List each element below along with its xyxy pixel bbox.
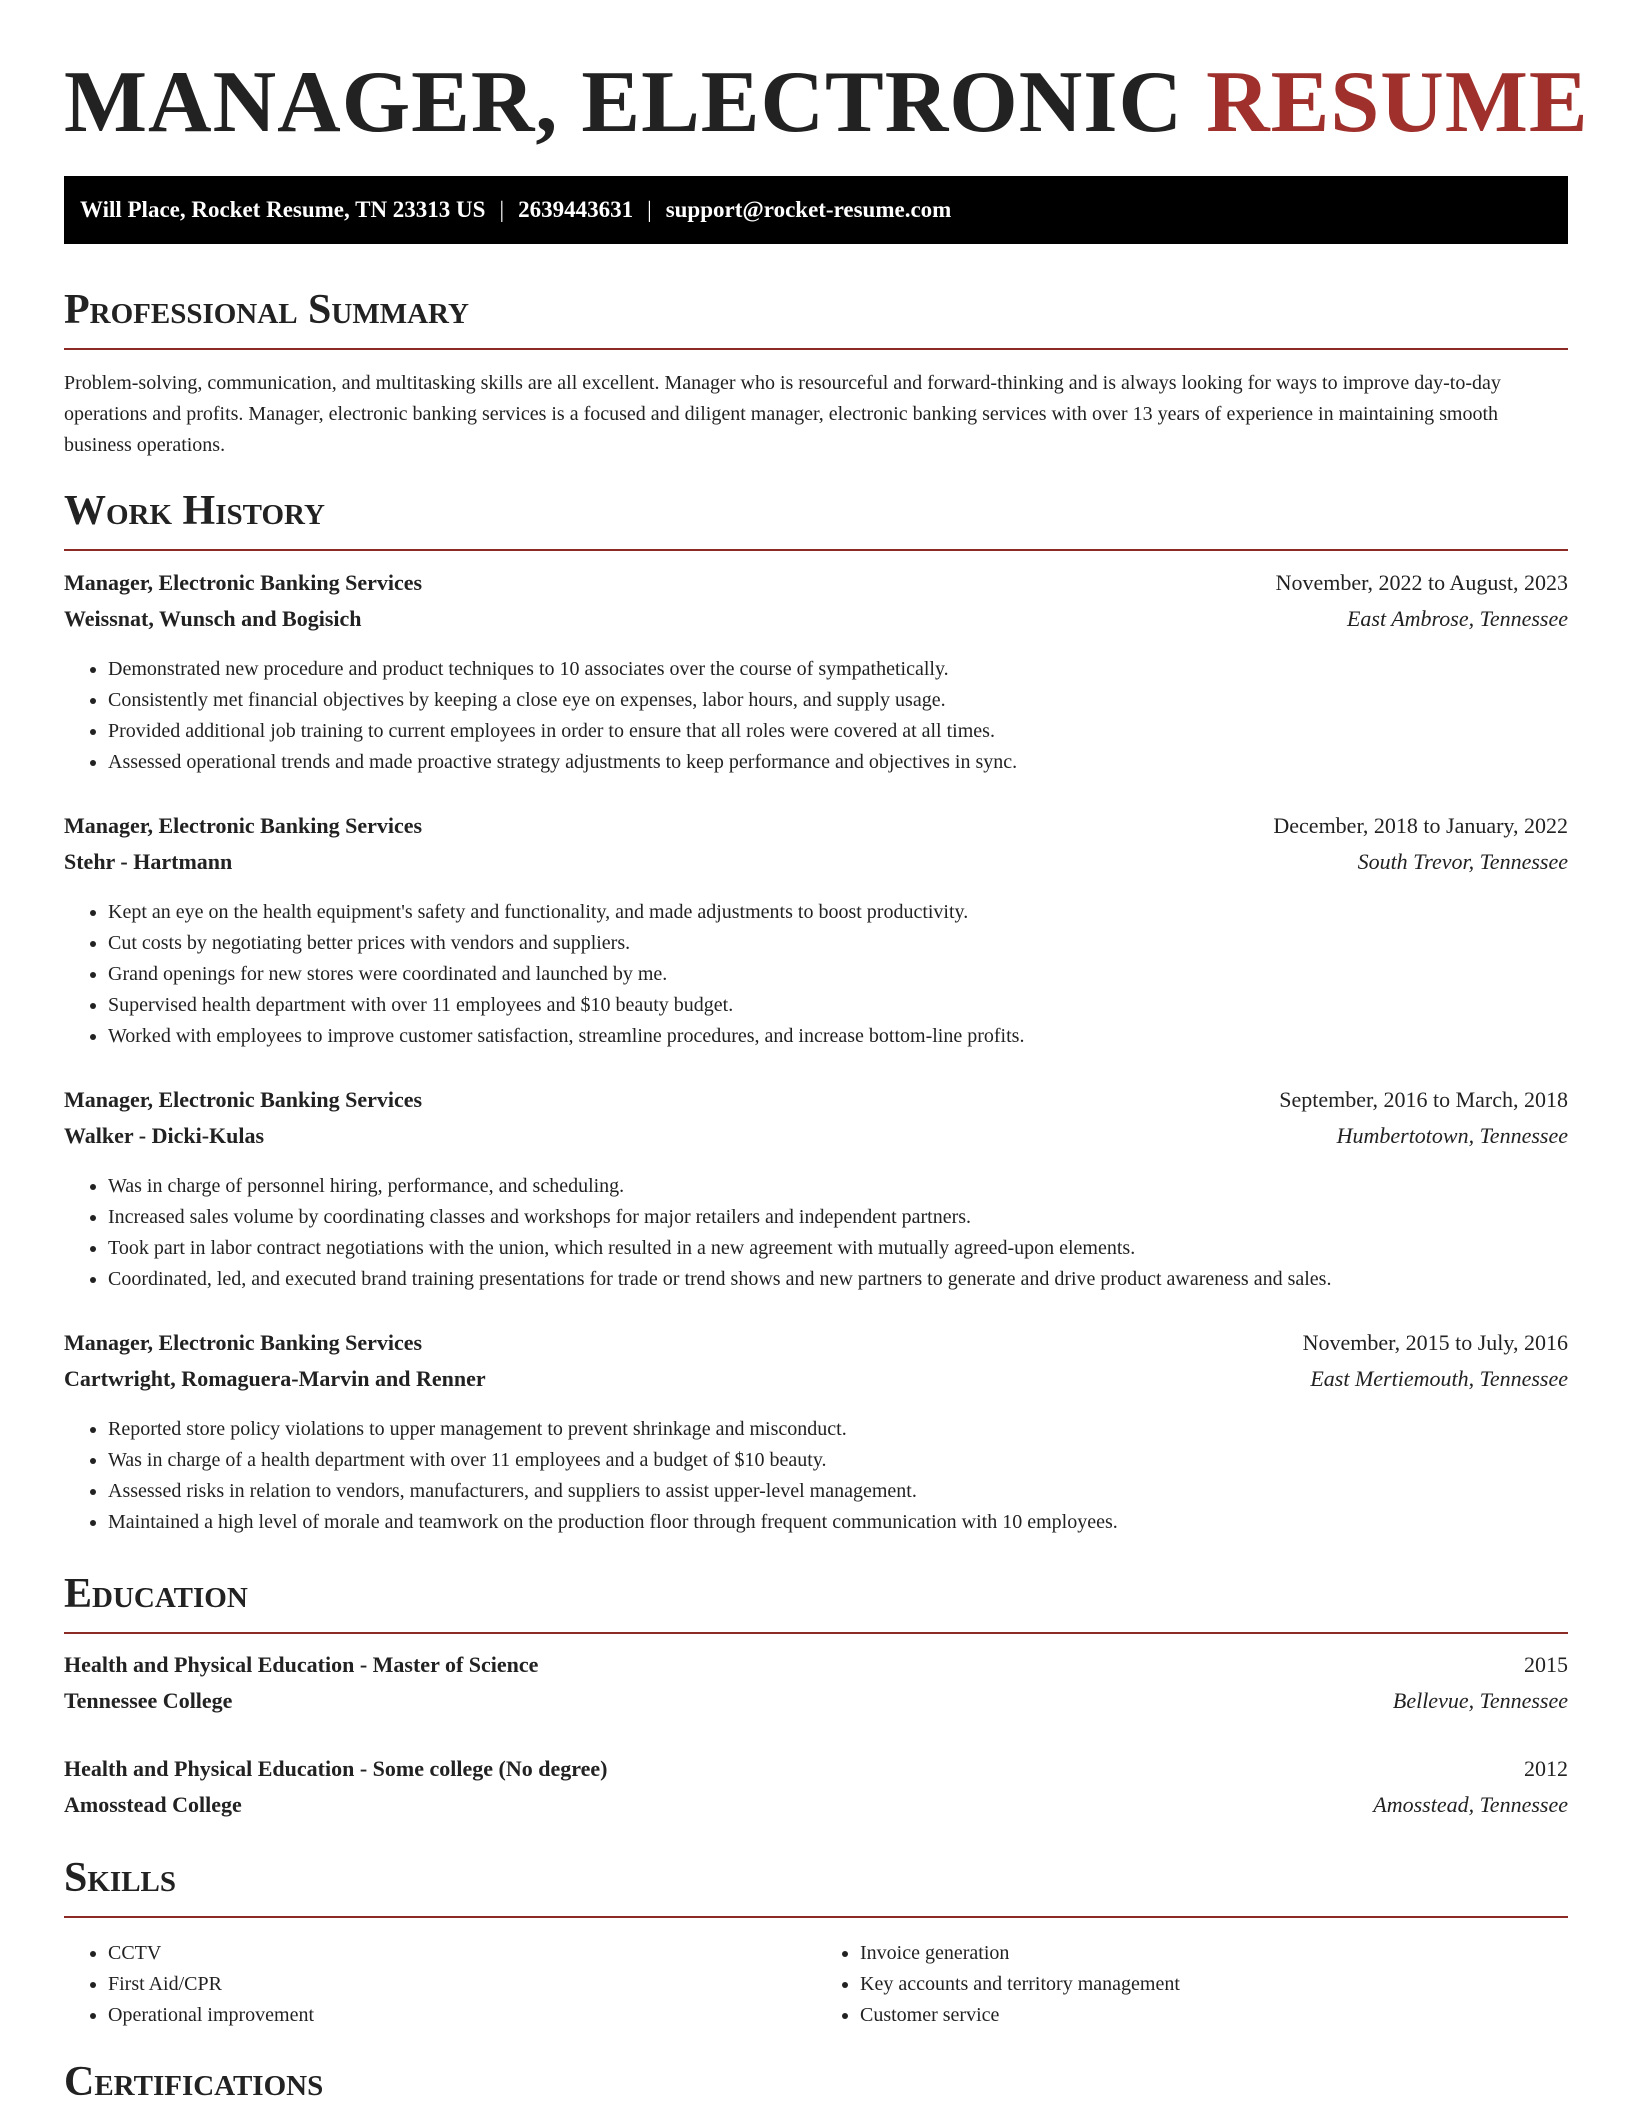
skills-section — [64, 1854, 1568, 1918]
education-heading: Education — [64, 1571, 248, 1617]
job-location: South Trevor, Tennessee — [1357, 849, 1568, 874]
work-history-heading: Work History — [64, 488, 325, 534]
job-bullet: • Kept an eye on the health equipment's safety and functionality, and made adjustments to boost productivity. — [108, 897, 1568, 928]
job-dates: December, 2018 to January, 2022 — [1273, 813, 1568, 838]
contact-address: Will Place, Rocket Resume, TN 23313 US — [80, 197, 486, 222]
job-entry — [64, 570, 1568, 778]
job-bullet: • Worked with employees to improve customer satisfaction, streamline procedures, and increase bottom-line profits. — [108, 1021, 1568, 1052]
job-entry — [64, 1087, 1568, 1295]
job-company: Weissnat, Wunsch and Bogisich — [64, 606, 362, 631]
certifications-heading: Certifications — [64, 2059, 324, 2105]
skill-item: • CCTV — [108, 1938, 816, 1969]
contact-phone: 2639443631 — [518, 197, 634, 222]
skill-item: • Invoice generation — [860, 1938, 1568, 1969]
skill-item: • First Aid/CPR — [108, 1969, 816, 2000]
job-role: Manager, Electronic Banking Services — [64, 570, 423, 595]
education-school: Tennessee College — [64, 1688, 233, 1713]
summary-heading: Professional Summary — [64, 287, 469, 333]
education-section — [64, 1570, 1568, 1634]
summary-text: Problem-solving, communication, and multitasking skills are all excellent. Manager who is resourceful and forward-thinking and is always looking for ways to improve day-to-day operations and profits. Manager, electronic banking services is a focused and diligent manager, electronic banking services with over 13 years of experience in maintaining smooth business operations. — [64, 372, 1501, 456]
job-role: Manager, Electronic Banking Services — [64, 1330, 423, 1355]
summary-section — [64, 286, 1568, 350]
education-school: Amosstead College — [64, 1792, 242, 1817]
job-dates: November, 2015 to July, 2016 — [1302, 1330, 1568, 1355]
job-bullets — [64, 897, 1568, 1052]
skill-item: • Customer service — [860, 2000, 1568, 2031]
job-bullet: • Consistently met financial objectives by keeping a close eye on expenses, labor hours, and supply usage. — [108, 685, 1568, 716]
job-bullet: • Was in charge of personnel hiring, performance, and scheduling. — [108, 1171, 1568, 1202]
work-history-section — [64, 487, 1568, 551]
job-bullet: • Increased sales volume by coordinating classes and workshops for major retailers and independent partners. — [108, 1202, 1568, 1233]
skill-item: • Operational improvement — [108, 2000, 816, 2031]
section-divider — [64, 1916, 1568, 1918]
job-bullet: • Reported store policy violations to upper management to prevent shrinkage and misconduct. — [108, 1414, 1568, 1445]
education-location: Bellevue, Tennessee — [1392, 1688, 1568, 1713]
education-entry — [64, 1652, 1568, 1724]
education-year: 2012 — [1524, 1756, 1568, 1781]
job-bullets — [64, 1171, 1568, 1295]
section-divider — [64, 549, 1568, 551]
skills-heading: Skills — [64, 1855, 177, 1901]
contact-bar — [64, 176, 1568, 244]
job-dates: November, 2022 to August, 2023 — [1275, 570, 1568, 595]
job-bullet: • Took part in labor contract negotiations with the union, which resulted in a new agreement with mutually agreed-upon elements. — [108, 1233, 1568, 1264]
job-role: Manager, Electronic Banking Services — [64, 1087, 423, 1112]
job-bullet: • Was in charge of a health department with over 11 employees and a budget of $10 beauty. — [108, 1445, 1568, 1476]
job-bullet: • Grand openings for new stores were coordinated and launched by me. — [108, 959, 1568, 990]
skill-item: • Key accounts and territory management — [860, 1969, 1568, 2000]
job-location: East Ambrose, Tennessee — [1346, 606, 1568, 631]
job-bullet: • Maintained a high level of morale and teamwork on the production floor through frequent communication with 10 employees. — [108, 1507, 1568, 1538]
title-accent: RESUME — [1206, 54, 1589, 151]
skills-column-right — [816, 1938, 1568, 2031]
section-divider — [64, 1632, 1568, 1634]
section-divider — [64, 348, 1568, 350]
education-degree: Health and Physical Education - Master of Science — [64, 1652, 539, 1677]
job-bullets — [64, 654, 1568, 778]
job-entry — [64, 1330, 1568, 1538]
job-bullet: • Cut costs by negotiating better prices with vendors and suppliers. — [108, 928, 1568, 959]
job-bullet: • Demonstrated new procedure and product techniques to 10 associates over the course of sympathetically. — [108, 654, 1568, 685]
job-company: Walker - Dicki-Kulas — [64, 1123, 265, 1148]
education-degree: Health and Physical Education - Some college (No degree) — [64, 1756, 608, 1781]
job-entry — [64, 813, 1568, 1052]
job-bullet: • Coordinated, led, and executed brand training presentations for trade or trend shows and new partners to generate and drive product awareness and sales. — [108, 1264, 1568, 1295]
resume-title — [64, 50, 1589, 156]
contact-email[interactable]: support@rocket-resume.com — [665, 197, 952, 222]
job-location: East Mertiemouth, Tennessee — [1310, 1366, 1568, 1391]
job-bullet: • Supervised health department with over 11 employees and $10 beauty budget. — [108, 990, 1568, 1021]
job-company: Cartwright, Romaguera-Marvin and Renner — [64, 1366, 486, 1391]
education-location: Amosstead, Tennessee — [1373, 1792, 1568, 1817]
job-location: Humbertotown, Tennessee — [1336, 1123, 1568, 1148]
education-year: 2015 — [1524, 1652, 1568, 1677]
job-bullet: • Provided additional job training to current employees in order to ensure that all roles were covered at all times. — [108, 716, 1568, 747]
job-dates: September, 2016 to March, 2018 — [1279, 1087, 1568, 1112]
education-entry — [64, 1756, 1568, 1828]
job-bullet: • Assessed operational trends and made proactive strategy adjustments to keep performance and objectives in sync. — [108, 747, 1568, 778]
skills-column-left — [64, 1938, 816, 2031]
job-bullet: • Assessed risks in relation to vendors, manufacturers, and suppliers to assist upper-level management. — [108, 1476, 1568, 1507]
certifications-section — [64, 2058, 1568, 2106]
contact-separator: | — [647, 197, 652, 222]
job-role: Manager, Electronic Banking Services — [64, 813, 423, 838]
title-main: MANAGER, ELECTRONIC — [64, 54, 1207, 151]
skills-list — [64, 1938, 1568, 2031]
contact-separator: | — [499, 197, 505, 222]
job-company: Stehr - Hartmann — [64, 849, 233, 874]
job-bullets — [64, 1414, 1568, 1538]
